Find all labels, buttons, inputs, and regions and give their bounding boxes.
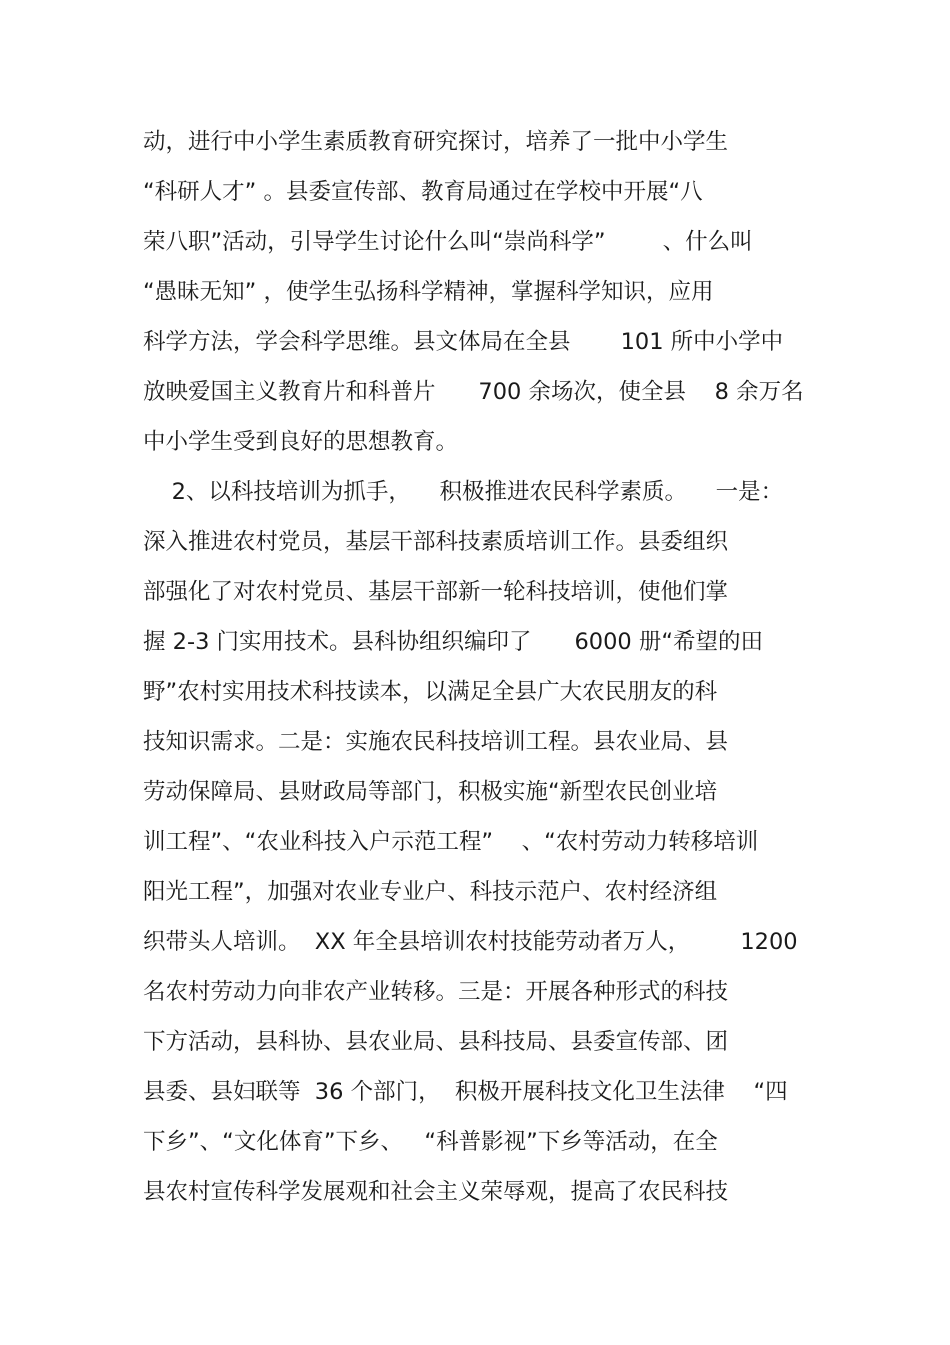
text-line: 技知识需求。二是：实施农民科技培训工程。县农业局、县 [143,729,729,755]
text-line: 2、以科技培训为抓手， 积极推进农民科学素质。 一是： [143,479,784,505]
text-line: 科学方法，学会科学思维。县文体局在全县 101 所中小学中 [143,329,784,355]
text-line: 荣八职”活动，引导学生讨论什么叫“崇尚科学” 、什么叫 [143,229,753,255]
text-line: 部强化了对农村党员、基层干部新一轮科技培训，使他们掌 [143,579,729,605]
text-line: 野”农村实用技术科技读本，以满足全县广大农民朋友的科 [143,679,718,705]
text-line: “科研人才” 。县委宣传部、教育局通过在学校中开展“八 [143,179,703,205]
text-line: “愚昧无知” ，使学生弘扬科学精神，掌握科学知识，应用 [143,279,714,305]
text-line: 握 2-3 门实用技术。县科协组织编印了 6000 册“希望的田 [143,629,764,655]
text-line: 深入推进农村党员，基层干部科技素质培训工作。县委组织 [143,529,729,555]
text-line: 阳光工程”，加强对农业专业户、科技示范户、农村经济组 [143,879,718,905]
text-line: 县农村宣传科学发展观和社会主义荣辱观，提高了农民科技 [143,1179,729,1205]
text-line: 织带头人培训。 XX 年全县培训农村技能劳动者万人， 1200 [143,929,798,955]
text-line: 中小学生受到良好的思想教育。 [143,429,459,455]
text-line: 训工程”、“农业科技入户示范工程” 、“农村劳动力转移培训 [143,829,759,855]
text-line: 劳动保障局、县财政局等部门，积极实施“新型农民创业培 [143,779,718,805]
text-line: 县委、县妇联等 36 个部门， 积极开展科技文化卫生法律 “四 [143,1079,788,1105]
text-line: 下方活动，县科协、县农业局、县科技局、县委宣传部、团 [143,1029,729,1055]
text-line: 动，进行中小学生素质教育研究探讨，培养了一批中小学生 [143,129,729,155]
text-line: 放映爱国主义教育片和科普片 700 余场次，使全县 8 余万名 [143,379,804,405]
text-line: 名农村劳动力向非农产业转移。三是：开展各种形式的科技 [143,979,729,1005]
text-line: 下乡”、“文化体育”下乡、 “科普影视”下乡等活动，在全 [143,1129,718,1155]
